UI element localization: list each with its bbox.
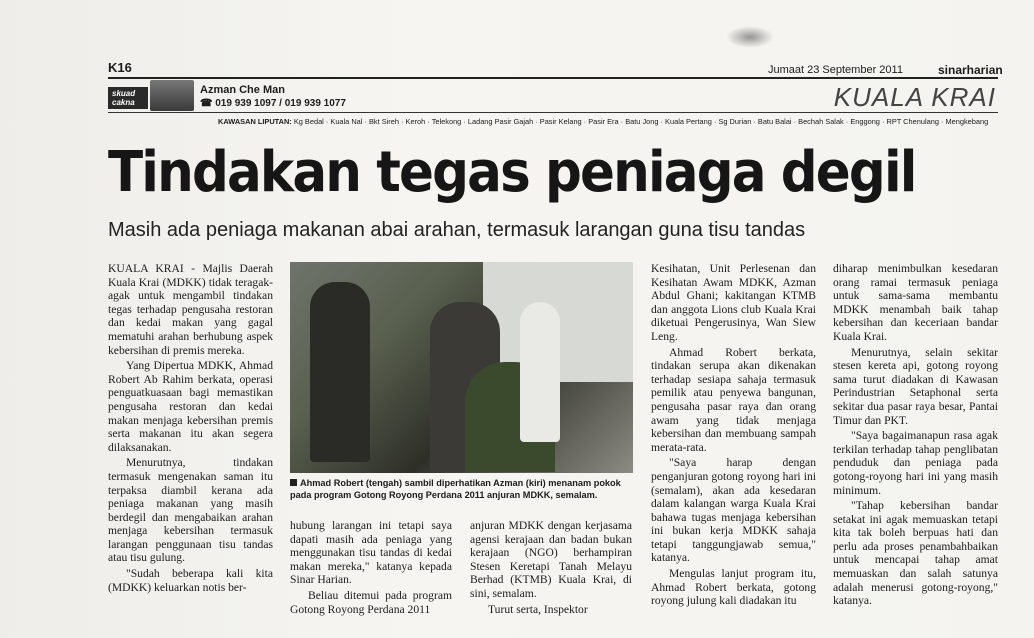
photo-person xyxy=(310,282,370,462)
skuad-cakna-logo: skuad cakna xyxy=(108,87,148,109)
article-column-4 xyxy=(651,262,816,610)
region-title: KUALA KRAI xyxy=(833,82,996,112)
paragraph: diharap menimbulkan kesedaran orang ramai termasuk peniaga untuk sama-sama membantu MDKK menambah baik tahap kebersihan dan keceriaan bandar Kuala Krai. xyxy=(833,262,998,343)
paragraph: Mengulas lanjut program itu, Ahmad Robert berkata, gotong royong julung kali diadakan itu xyxy=(651,567,816,608)
reporter-name: Azman Che Man xyxy=(200,84,285,96)
article-column-5 xyxy=(833,262,998,610)
article-column-3 xyxy=(470,519,632,618)
article-column-1 xyxy=(108,262,273,596)
caption-bullet-icon xyxy=(290,479,297,486)
coverage-list: Kg Bedal · Kuala Nal · Bkt Sireh · Keroh · Telekong · Ladang Pasir Gajah · Pasir Kelang · Pasir Era · Batu Jong · Kuala Pertang · Sg Durian · Batu Balai · Bechah Salak · Enggong · RPT Chenulang · Mengkebang xyxy=(293,117,989,126)
issue-date: Jumaat 23 September 2011 xyxy=(768,64,903,76)
paragraph: Ahmad Robert berkata, tindakan serupa akan dikenakan terhadap sesiapa sahaja termasuk pemilik atau penyewa bangunan, pengusaha pasar raya dan orang awam yang tidak menjaga kebersihan dan membuang sampah merata-rata. xyxy=(651,345,816,454)
photo-person xyxy=(520,302,560,442)
reporter-phone-number: 019 939 1097 / 019 939 1077 xyxy=(215,98,346,109)
paragraph: hubung larangan ini tetapi saya dapati masih ada peniaga yang menggunakan tisu tandas di kedai makan mereka," katanya kepada Sinar Harian. xyxy=(290,519,452,587)
paragraph: "Tahap kebersihan bandar setakat ini agak memuaskan tetapi kita tak boleh berpuas hati dan perlu ada proses penambahbaikan untuk mencapai tahap amat memuaskan dan salah satunya adalah menerusi gotong-royong," katanya. xyxy=(833,499,998,608)
paragraph: Menurutnya, tindakan termasuk mengenakan saman itu terpaksa diambil kerana ada peniaga makanan yang masih berdegil dan mengabaikan arahan menjaga kebersihan termasuk larangan penggunaan tisu tandas atau tisu gulung. xyxy=(108,456,273,565)
paragraph: "Saya bagaimanapun rasa agak terkilan terhadap tahap penglibatan penduduk dan peniaga pada gotong-royong hari ini yang masih minimum. xyxy=(833,429,998,497)
paper-stain xyxy=(726,26,774,48)
article-column-2 xyxy=(290,519,452,618)
article-photo xyxy=(290,262,633,473)
reporter-phone xyxy=(200,98,346,109)
page-number: K16 xyxy=(108,60,132,75)
phone-icon: ☎ xyxy=(200,98,216,109)
headline: Tindakan tegas peniaga degil xyxy=(108,140,916,205)
paragraph: Turut serta, Inspektor xyxy=(488,602,588,616)
brand-name: sinarharian xyxy=(938,63,1003,77)
paragraph: "Saya harap dengan penganjuran gotong royong hari ini (semalam), akan ada kesedaran dalam kalangan warga Kuala Krai bahawa tugas menjaga kebersihan ini bukan kerja MDKK sahaja tetapi tanggungjawab semua," katanya. xyxy=(651,456,816,565)
coverage-areas xyxy=(218,117,988,126)
paragraph: KUALA KRAI - Majlis Daerah Kuala Krai (MDKK) tidak teragak-agak untuk mengambil tindakan tegas terhadap pengusaha restoran dan kedai makan yang gagal mematuhi arahan berhubung aspek kebersihan di premis mereka. xyxy=(108,262,273,357)
subheadline: Masih ada peniaga makanan abai arahan, termasuk larangan guna tisu tandas xyxy=(108,219,806,241)
photo-caption xyxy=(290,477,635,501)
header-rule xyxy=(108,77,998,79)
coverage-label: KAWASAN LIPUTAN: xyxy=(218,117,292,126)
header-rule-2 xyxy=(108,112,998,113)
paragraph: Kesihatan, Unit Perlesenan dan Kesihatan Awam MDKK, Azman Abdul Ghani; kakitangan KTMB dan anggota Lions club Kuala Krai diketuai Pengerusinya, Wan Siew Leng. xyxy=(651,262,816,343)
paragraph: Beliau ditemui pada program Gotong Royong Perdana 2011 xyxy=(290,588,452,616)
paragraph: "Sudah beberapa kali kita (MDKK) keluarkan notis ber- xyxy=(108,567,273,594)
paragraph: Menurutnya, selain sekitar stesen kereta api, gotong royong sama turut diadakan di Kawasan Perindustrian Setaphonal serta sekitar dua pasar raya besar, Pantai Timur dan PKT. xyxy=(833,345,998,427)
paragraph: Yang Dipertua MDKK, Ahmad Robert Ab Rahim berkata, operasi penguatkuasaan bagi memastikan pengusaha restoran dan kedai makan menjaga kebersihan premis serta makanan itu akan segera dilaksanakan. xyxy=(108,359,273,454)
reporter-photo xyxy=(150,80,194,111)
caption-text: Ahmad Robert (tengah) sambil diperhatikan Azman (kiri) menanam pokok pada program Gotong Royong Perdana 2011 anjuran MDKK, semalam. xyxy=(290,478,621,500)
paragraph: anjuran MDKK dengan kerjasama agensi kerajaan dan badan bukan kerajaan (NGO) berhampiran Stesen Keretapi Tanah Melayu Berhad (KTMB) Kuala Krai, di sini, semalam. xyxy=(470,519,632,600)
